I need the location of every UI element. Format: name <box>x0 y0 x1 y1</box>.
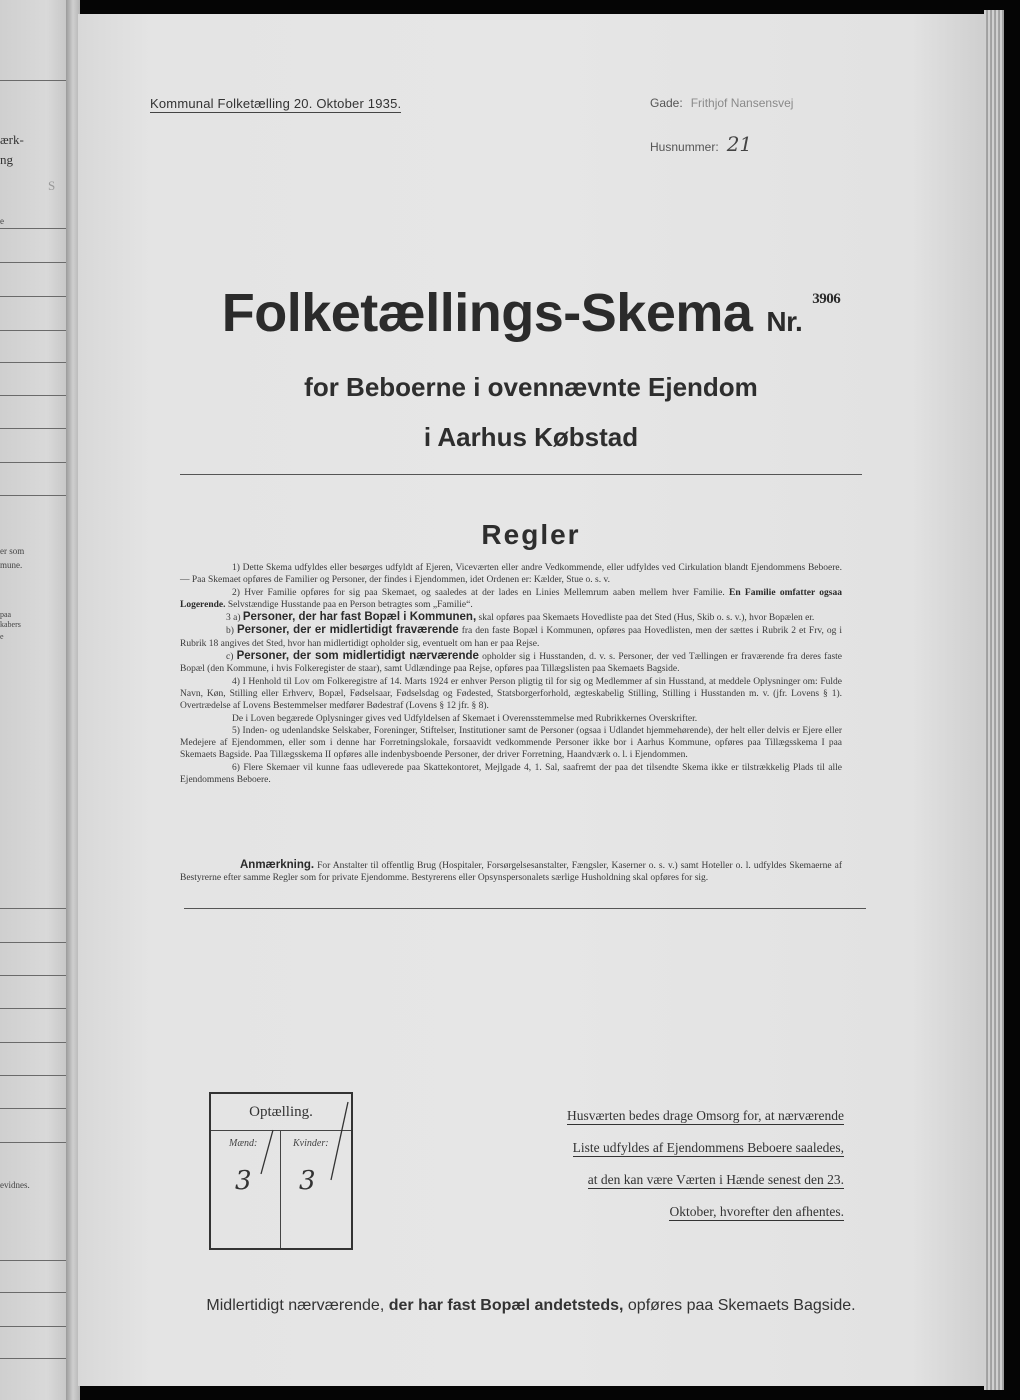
ruled-line <box>0 228 70 229</box>
ruled-line <box>0 395 70 396</box>
ruled-line <box>0 1042 70 1043</box>
notice-line: Husværten bedes drage Omsorg for, at nærværende <box>566 1108 844 1123</box>
rules-heading: Regler <box>481 519 581 550</box>
subtitle-city: i Aarhus Købstad <box>423 422 639 452</box>
divider <box>180 474 862 475</box>
ruled-line <box>0 975 70 976</box>
page-fragment: ærk- <box>0 132 24 147</box>
page-fragment: mune. <box>0 560 23 570</box>
footer-note: Midlertidigt nærværende, der har fast Bopæl andetsteds, opføres paa Skemaets Bagside. <box>206 1297 856 1314</box>
ruled-line <box>0 262 70 263</box>
ruled-line <box>0 1358 70 1359</box>
ruled-line <box>0 1292 70 1293</box>
rule-4b: De i Loven begærede Oplysninger gives ved Udfyldelsen af Skemaet i Overensstemmelse med Rubrikkernes Overskrifter. <box>232 713 698 724</box>
ruled-line <box>0 942 70 943</box>
page-fragment: kabers <box>0 620 21 629</box>
annotation-text: For Anstalter til offentlig Brug (Hospitaler, Forsørgelsesanstalter, Fængsler, Kaserner o. s. v.) samt Hoteller o. l. udfyldes Skemaerne af Bestyrerne efter samme Regler som for private Ejendomme. Bestyrerens eller Opsynspersonalets særlige Husholdning skal opføres for sig. <box>180 861 842 884</box>
ruled-line <box>0 1142 70 1143</box>
tally-marks <box>211 1094 351 1248</box>
count-box-title: Optælling. <box>211 1094 351 1131</box>
notice-line: at den kan være Værten i Hænde senest den 23. <box>587 1172 844 1187</box>
rule-4: 4) I Henhold til Lov om Folkeregistre af 14. Marts 1924 er enhver Person pligtig til for sig og Medlemmer af sin Husstand, at meddele Oplysninger om: Fulde Navn, Køn, Stilling eller Erhverv, Bopæl, Fødselsaar, Fødselsdag og Fødested, Statsborgerforhold, ægteskabelig Stilling, Stilling i Husstanden m. v. (jfr. Lovens § 1). Overtrædelse af Lovens Bestemmelser medfører Bødestraf (Lovens § 12 jfr. § 8). <box>180 676 842 712</box>
ruled-line <box>0 80 70 81</box>
ruled-line <box>0 1260 70 1261</box>
notice-line: Liste udfyldes af Ejendommens Beboere saaledes, <box>572 1140 844 1155</box>
rule-3c: c) Personer, der som midlertidigt nærværende opholder sig i Husstanden, d. v. s. Personer, der ved Tællingen er fraværende fra deres faste Bopæl (den Kommune, i hvis Folkeregister de staar), samt Udlændinge paa Rejse, opføres paa Tillægslisten paa Skemaets Bagside. <box>180 650 843 675</box>
ruled-line <box>0 1326 70 1327</box>
landlord-notice <box>516 1100 844 1228</box>
women-label: Kvinder: <box>293 1138 329 1149</box>
house-number-label: Husnummer: <box>650 140 719 154</box>
annotation-heading: Anmærkning. <box>240 859 315 871</box>
ruled-line <box>0 462 70 463</box>
page-fragment: paa <box>0 610 12 619</box>
men-count: 3 <box>235 1166 252 1196</box>
form-title <box>78 282 984 344</box>
rule-1: 1) Dette Skema udfyldes eller besørges udfyldt af Ejeren, Viceværten eller andre Vedkommende, eller udfyldes ved Cirkulation blandt Ejendommens Beboere. — Paa Skemaet opføres de Familier og Personer, der findes i Ejendommen, idet Ordenen er: Kælder, Stue o. s. v. <box>180 563 842 586</box>
rule-3a: 3 a) Personer, der har fast Bopæl i Kommunen, skal opføres paa Skemaets Hovedliste paa det Sted (Hus, Skib o. s. v.), hvor Bopælen er. <box>226 611 815 624</box>
form-title-text: Folketællings-Skema <box>221 283 753 343</box>
page-fragment: e <box>0 216 4 226</box>
street-label: Gade: <box>650 96 683 110</box>
page-fragment: ng <box>0 152 13 167</box>
ruled-line <box>0 1075 70 1076</box>
page-fragment: e <box>0 632 4 641</box>
census-header: Kommunal Folketælling 20. Oktober 1935. <box>150 96 402 111</box>
form-number: 3906 <box>812 291 841 307</box>
divider <box>184 908 866 909</box>
ruled-line <box>0 908 70 909</box>
rules-text <box>180 562 842 786</box>
count-box <box>209 1092 353 1250</box>
page-edges <box>984 10 1004 1390</box>
notice-line: Oktober, hvorefter den afhentes. <box>669 1204 844 1219</box>
nr-label: Nr. <box>766 306 803 337</box>
women-count: 3 <box>299 1166 316 1196</box>
rule-3b: b) Personer, der er midlertidigt fraværende fra den faste Bopæl i Kommunen, opføres paa Hovedlisten, men der sættes i Rubrik 2 et Frv, og i Rubrik 18 angives det Sted, hvor han midlertidigt opholder sig, eventuelt om han er paa Rejse. <box>180 624 843 649</box>
house-number-value: 21 <box>726 132 753 156</box>
subtitle-residents: for Beboerne i ovennævnte Ejendom <box>304 372 758 402</box>
rule-2: 2) Hver Familie opføres for sig paa Skemaet, og saaledes at der lades en Linies Mellemrum aaben mellem hver Familie. En Familie omfatter ogsaa Logerende. Selvstændige Husstande paa en Person betragtes som „Familie“. <box>180 587 843 610</box>
page-fragment: S <box>48 178 56 193</box>
ruled-line <box>0 362 70 363</box>
house-number-field <box>650 132 752 156</box>
ruled-line <box>0 330 70 331</box>
page-fragment: er som <box>0 546 25 556</box>
census-form-page <box>78 14 984 1386</box>
ruled-line <box>0 1108 70 1109</box>
street-value: Frithjof Nansensvej <box>690 96 794 110</box>
page-fragment: evidnes. <box>0 1180 30 1190</box>
ruled-line <box>0 1008 70 1009</box>
street-field <box>650 96 793 110</box>
rule-6: 6) Flere Skemaer vil kunne faas udleverede paa Skattekontoret, Mejlgade 4, 1. Sal, saafremt der paa det tilsendte Skema ikke er tilstrækkelig Plads til alle Ejendommens Beboere. <box>180 762 842 786</box>
ruled-line <box>0 296 70 297</box>
ruled-line <box>0 428 70 429</box>
rule-5: 5) Inden- og udenlandske Selskaber, Foreninger, Stiftelser, Institutioner samt de Personer (ogsaa i Udlandet hjemmehørende), der helt eller delvis er Ejere eller Medejere af Ejendommen, eller som i denne har Forretningslokale, forsaavidt vedkommende Personer ikke bor i Aarhus Kommune, opføres paa Tillægsskema I paa Skemaets Bagside. Paa Tillægsskema II opføres alle indenbysboende Personer, der driver Forretning, Haandværk o. l. i Ejendommen. <box>180 725 842 761</box>
annotation-note <box>180 859 842 885</box>
ruled-line <box>0 495 70 496</box>
men-label: Mænd: <box>229 1138 258 1149</box>
